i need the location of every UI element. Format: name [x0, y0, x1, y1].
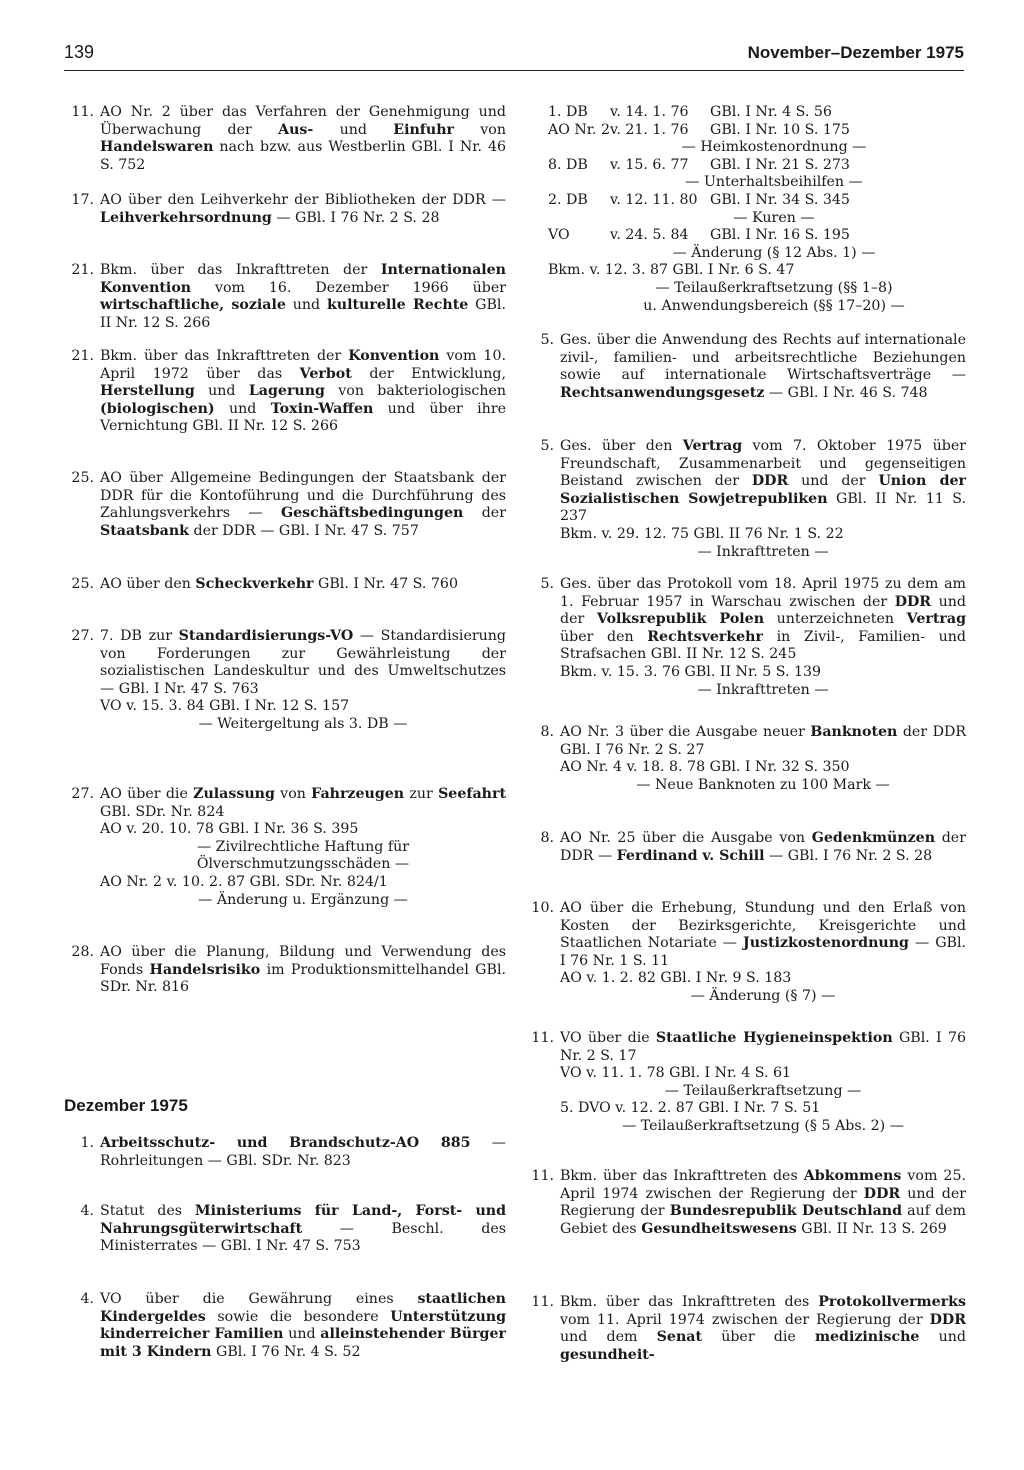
amendment-reference: AO v. 1. 2. 82 GBl. I Nr. 9 S. 183: [560, 970, 792, 987]
right-entry: [524, 332, 966, 402]
entry-day: 11.: [531, 1168, 554, 1184]
entry-day: 1.: [80, 1135, 94, 1151]
amendment-note: — Weitergeltung als 3. DB —: [198, 715, 408, 732]
entry-text: AO über die Zulassung von Fahrzeugen zur Seefahrt GBl. SDr. Nr. 824 AO v. 20. 10. 78 GBl. I Nr. 36 S. 395 — Zivilrechtliche Haftung für Ölverschmutzungsschäden — AO Nr. 2 v. 10. 2. 87 GBl. SDr. Nr. 824/1 — Änderung u. Ergänzung —: [100, 786, 507, 908]
entry-day: 25.: [71, 576, 94, 592]
amendment-cell: AO Nr. 2: [548, 121, 611, 138]
right-entry: [524, 1168, 966, 1238]
left-entry: [64, 192, 506, 227]
amendment-cell: v. 14. 1. 76: [610, 104, 689, 120]
entry-text: 7. DB zur Standardisierungs-VO — Standardisierung von Forderungen zur Gewährleistung der sozialistischen Landeskultur und des Umweltschutzes — GBl. I Nr. 47 S. 763 VO v. 15. 3. 84 GBl. I Nr. 12 S. 157 — Weitergeltung als 3. DB —: [100, 628, 506, 732]
entry-text: VO über die Staatliche Hygieneinspektion GBl. I 76 Nr. 2 S. 17 VO v. 11. 1. 78 GBl. I Nr. 4 S. 61 — Teilaußerkraftsetzung — 5. DVO v. 12. 2. 87 GBl. I Nr. 7 S. 51 — Teilaußerkraftsetzung (§ 5 Abs. 2) —: [560, 1030, 966, 1134]
amendment-note: — Zivilrechtliche Haftung für Ölverschmutzungsschäden —: [196, 838, 410, 873]
entry-day: 27.: [71, 786, 94, 802]
amendment-reference: VO v. 11. 1. 78 GBl. I Nr. 4 S. 61: [560, 1065, 792, 1082]
amendment-cell: GBl. I Nr. 10 S. 175: [710, 121, 850, 138]
amendment-note: — Unterhaltsbeihilfen —: [685, 174, 863, 191]
left-entry: [64, 470, 506, 540]
amendment-note: — Änderung (§ 7) —: [690, 987, 836, 1004]
page-header: [64, 44, 964, 71]
amendment-note: — Änderung u. Ergänzung —: [198, 891, 408, 908]
amendment-row: [548, 192, 960, 210]
entry-day: 25.: [71, 470, 94, 486]
amendment-cell: v. 12. 11. 80: [610, 191, 698, 208]
entry-text: AO über den Scheckverkehr GBl. I Nr. 47 S. 760: [100, 576, 458, 592]
amendment-reference: VO v. 15. 3. 84 GBl. I Nr. 12 S. 157: [100, 698, 350, 715]
entry-text: AO über den Leihverkehr der Bibliotheken der DDR — Leihverkehrsordnung — GBl. I 76 Nr. 2 S. 28: [100, 192, 506, 226]
right-entry: [524, 438, 966, 561]
amendment-cell: 1. DB: [548, 104, 588, 120]
entry-text: AO Nr. 3 über die Ausgabe neuer Banknoten der DDR GBl. I 76 Nr. 2 S. 27 AO Nr. 4 v. 18. 8. 78 GBl. I Nr. 32 S. 350 — Neue Banknoten zu 100 Mark —: [560, 724, 967, 793]
entry-text: Arbeitsschutz- und Brandschutz-AO 885 — Rohrleitungen — GBl. SDr. Nr. 823: [100, 1135, 506, 1169]
amendment-cell: GBl. I Nr. 4 S. 56: [710, 104, 832, 120]
entry-text: AO über die Planung, Bildung und Verwendung des Fonds Handelsrisiko im Produktionsmittelhandel GBl. SDr. Nr. 816: [100, 944, 506, 996]
amendment-reference: AO Nr. 2 v. 10. 2. 87 GBl. SDr. Nr. 824/1: [100, 873, 388, 890]
entry-text: Ges. über die Anwendung des Rechts auf internationale zivil-, familien- und arbeitsrechtliche Beziehungen sowie auf internationale Wirtschaftsverträge — Rechtsanwendungsgesetz — GBl. I Nr. 46 S. 748: [560, 332, 966, 401]
left-entry: [64, 786, 506, 909]
amendment-note: — Heimkostenordnung —: [681, 139, 867, 156]
section-heading: Dezember 1975: [64, 1096, 188, 1115]
amendment-reference: AO Nr. 4 v. 18. 8. 78 GBl. I Nr. 32 S. 350: [560, 759, 850, 776]
left-entry: [64, 944, 506, 997]
right-entry: [524, 724, 966, 794]
page-period: November–Dezember 1975: [747, 43, 964, 62]
amendment-row: [548, 122, 960, 140]
entry-text: AO über die Erhebung, Stundung und den Erlaß von Kosten der Bezirksgerichte, Kreisgerichte und Staatlichen Notariate — Justizkostenordnung — GBl. I 76 Nr. 1 S. 11 AO v. 1. 2. 82 GBl. I Nr. 9 S. 183 — Änderung (§ 7) —: [560, 900, 966, 1004]
entry-text: Bkm. über das Inkrafttreten des Abkommens vom 25. April 1974 zwischen der Regierung der DDR und der Regierung der Bundesrepublik Deutschland auf dem Gebiet des Gesundheitswesens GBl. II Nr. 13 S. 269: [560, 1168, 967, 1237]
right-entry: [524, 1030, 966, 1136]
amendment-cell: v. 15. 6. 77: [610, 156, 689, 173]
amendment-note: — Kuren —: [733, 209, 815, 226]
amendment-note: — Teilaußerkraftsetzung (§§ 1–8): [655, 279, 893, 296]
entry-day: 5.: [540, 576, 554, 592]
amendment-reference: Bkm. v. 12. 3. 87 GBl. I Nr. 6 S. 47: [548, 262, 795, 279]
right-entry: [524, 1294, 966, 1364]
entry-day: 8.: [540, 830, 554, 846]
entry-text: Ges. über das Protokoll vom 18. April 1975 zu dem am 1. Februar 1957 in Warschau zwischen der DDR und der Volksrepublik Polen unterzeichneten Vertrag über den Rechtsverkehr in Zivil-, Familien- und Strafsachen GBl. II Nr. 12 S. 245 Bkm. v. 15. 3. 76 GBl. II Nr. 5 S. 139 — Inkrafttreten —: [560, 576, 967, 698]
amendment-note: — Teilaußerkraftsetzung (§ 5 Abs. 2) —: [622, 1117, 904, 1134]
left-entry: [64, 104, 506, 174]
amendment-reference: Bkm. v. 29. 12. 75 GBl. II 76 Nr. 1 S. 22: [560, 525, 844, 542]
amendment-row: [548, 157, 960, 175]
entry-text: Bkm. über das Inkrafttreten der Internationalen Konvention vom 16. Dezember 1966 über wirtschaftliche, soziale und kulturelle Rechte GBl. II Nr. 12 S. 266: [100, 262, 506, 331]
entry-text: Bkm. über das Inkrafttreten des Protokollvermerks vom 11. April 1974 zwischen der Regierung der DDR und dem Senat über die medizinische und gesundheit-: [560, 1294, 966, 1363]
amendment-note: — Inkrafttreten —: [697, 543, 829, 560]
entry-text: Statut des Ministeriums für Land-, Forst- und Nahrungsgüterwirtschaft — Beschl. des Ministerrates — GBl. I Nr. 47 S. 753: [100, 1203, 506, 1255]
entry-day: 17.: [71, 192, 94, 208]
entry-day: 11.: [531, 1030, 554, 1046]
amendment-cell: VO: [548, 227, 570, 244]
entry-day: 10.: [531, 900, 554, 916]
amendment-cell: v. 21. 1. 76: [610, 121, 689, 138]
right-entry: [524, 900, 966, 1006]
entry-text: Bkm. über das Inkrafttreten der Konvention vom 10. April 1972 über das Verbot der Entwicklung, Herstellung und Lagerung von bakteriologischen (biologischen) und Toxin-Waffen und über ihre Vernichtung GBl. II Nr. 12 S. 266: [100, 348, 506, 435]
right-entry: [524, 576, 966, 699]
amendment-cell: 2. DB: [548, 191, 588, 208]
entry-text: AO über Allgemeine Bedingungen der Staatsbank der DDR für die Kontoführung und die Durchführung des Zahlungsverkehrs — Geschäftsbedingungen der Staatsbank der DDR — GBl. I Nr. 47 S. 757: [100, 470, 506, 539]
amendment-note: — Neue Banknoten zu 100 Mark —: [636, 776, 890, 793]
entry-text: AO Nr. 25 über die Ausgabe von Gedenkmünzen der DDR — Ferdinand v. Schill — GBl. I 76 Nr. 2 S. 28: [560, 830, 966, 864]
left-entry: [64, 628, 506, 734]
entry-day: 11.: [531, 1294, 554, 1310]
amendment-note: — Inkrafttreten —: [697, 681, 829, 698]
entry-text: VO über die Gewährung eines staatlichen Kindergeldes sowie die besondere Unterstützung kinderreicher Familien und alleinstehender Bürger mit 3 Kindern GBl. I 76 Nr. 4 S. 52: [100, 1291, 506, 1360]
entry-day: 28.: [71, 944, 94, 960]
amendment-reference: 5. DVO v. 12. 2. 87 GBl. I Nr. 7 S. 51: [560, 1100, 821, 1117]
entry-day: 4.: [80, 1291, 94, 1307]
right-entry: [524, 830, 966, 865]
amendment-reference: Bkm. v. 15. 3. 76 GBl. II Nr. 5 S. 139: [560, 663, 822, 680]
entry-day: 5.: [540, 438, 554, 454]
amendment-cell: GBl. I Nr. 34 S. 345: [710, 191, 850, 208]
amendment-note: — Teilaußerkraftsetzung —: [664, 1082, 862, 1099]
december-entry: [64, 1135, 506, 1170]
entry-day: 5.: [540, 332, 554, 348]
entry-day: 11.: [71, 104, 94, 120]
entry-day: 21.: [71, 262, 94, 278]
amendment-note: — Änderung (§ 12 Abs. 1) —: [672, 244, 876, 261]
left-entry: [64, 348, 506, 436]
continued-entry-amendments: [548, 104, 960, 315]
entry-day: 8.: [540, 724, 554, 740]
entry-day: 27.: [71, 628, 94, 644]
amendment-row: [548, 104, 960, 122]
amendment-note: u. Anwendungsbereich (§§ 17–20) —: [643, 297, 905, 314]
page-number: 139: [64, 42, 95, 62]
entry-text: AO Nr. 2 über das Verfahren der Genehmigung und Überwachung der Aus- und Einfuhr von Handelswaren nach bzw. aus Westberlin GBl. I Nr. 46 S. 752: [100, 104, 506, 173]
amendment-cell: v. 24. 5. 84: [610, 227, 689, 244]
amendment-row: [548, 227, 960, 245]
left-entry: [64, 576, 506, 594]
left-entry: [64, 262, 506, 332]
entry-text: Ges. über den Vertrag vom 7. Oktober 1975 über Freundschaft, Zusammenarbeit und gegenseitigen Beistand zwischen der DDR und der Union der Sozialistischen Sowjetrepubliken GBl. II Nr. 11 S. 237 Bkm. v. 29. 12. 75 GBl. II 76 Nr. 1 S. 22 — Inkrafttreten —: [560, 438, 966, 560]
amendment-cell: GBl. I Nr. 16 S. 195: [710, 227, 850, 244]
amendment-cell: 8. DB: [548, 156, 588, 173]
december-entry: [64, 1291, 506, 1361]
entry-day: 4.: [80, 1203, 94, 1219]
amendment-cell: GBl. I Nr. 21 S. 273: [710, 156, 850, 173]
december-entry: [64, 1203, 506, 1256]
entry-day: 21.: [71, 348, 94, 364]
amendment-reference: AO v. 20. 10. 78 GBl. I Nr. 36 S. 395: [100, 821, 359, 838]
